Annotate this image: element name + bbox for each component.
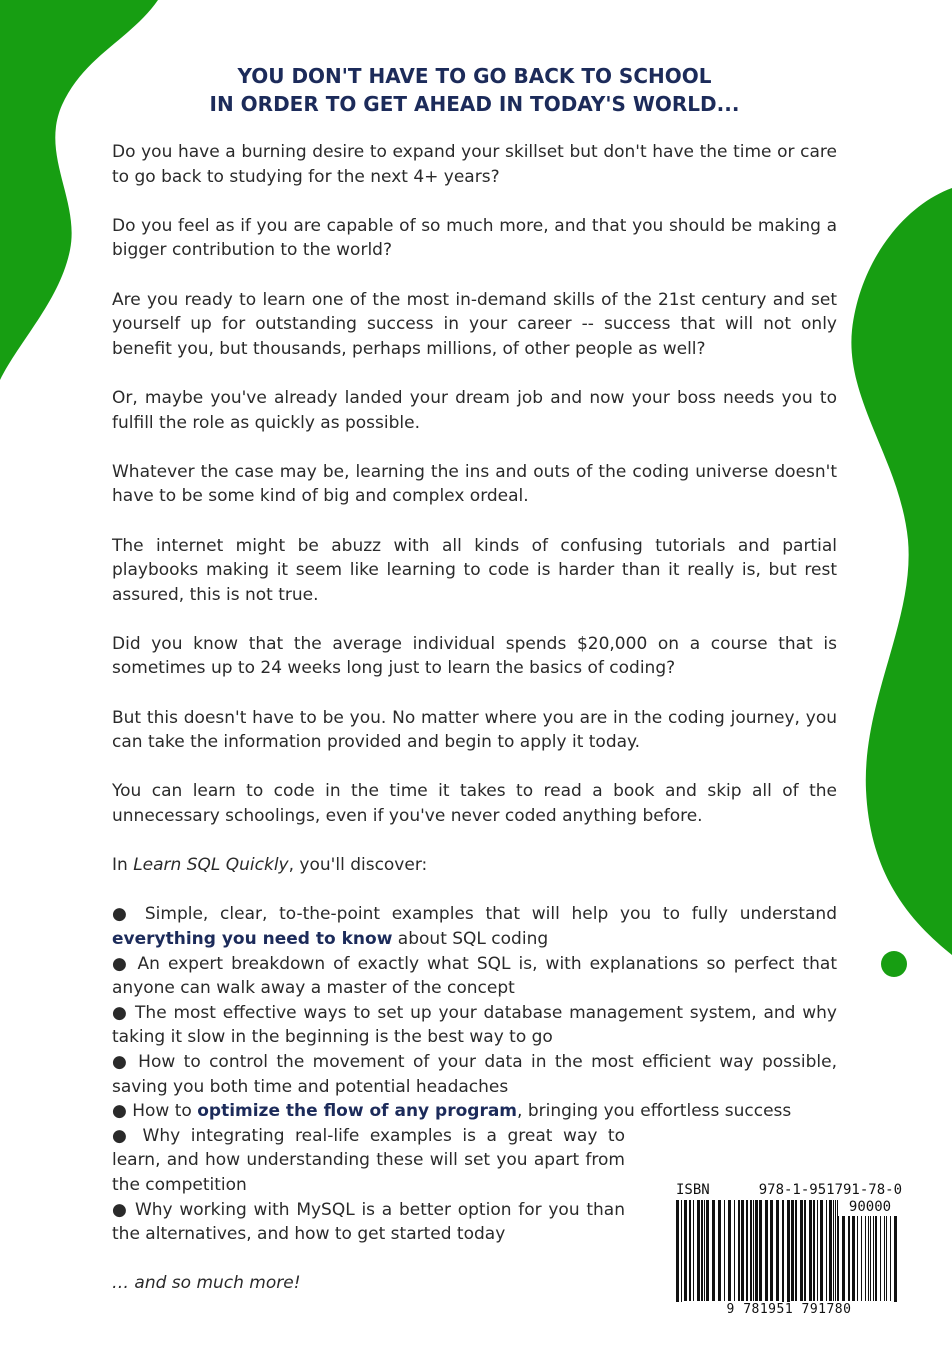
discover-suffix: , you'll discover:: [288, 855, 428, 876]
barcode-bar: [804, 1200, 806, 1301]
bullet-emphasis: everything you need to know: [112, 929, 393, 949]
closing-line: … and so much more!: [112, 1273, 301, 1294]
barcode-bar: [776, 1200, 779, 1301]
barcode-bar: [712, 1200, 715, 1301]
discover-intro: [112, 853, 837, 878]
barcode-bar: [724, 1200, 725, 1301]
barcode-bar: [689, 1200, 691, 1301]
barcode-bar: [738, 1200, 740, 1301]
bullet-item: ● How to optimize the flow of any program, bringing you effortless success: [112, 1101, 792, 1122]
bullet-marker: ●: [112, 1125, 132, 1146]
bullet-marker: ●: [112, 1002, 129, 1023]
paragraph: Do you have a burning desire to expand your skillset but don't have the time or care to go back to studying for the next 4+ years?: [112, 142, 837, 187]
back-cover-content: [112, 62, 837, 1296]
paragraph: Did you know that the average individual spends $20,000 on a course that is sometimes up to 24 weeks long just to learn the basics of coding?: [112, 633, 837, 679]
bullet-item: ● Why working with MySQL is a better option for you than the alternatives, and how to get started today: [112, 1199, 625, 1245]
headline: [112, 62, 837, 118]
barcode-bar: [701, 1200, 703, 1301]
barcode-bar: [765, 1200, 768, 1301]
bullet-marker: ●: [112, 1051, 130, 1072]
barcode-bar: [770, 1200, 773, 1301]
bullet-item: ● The most effective ways to set up your database management system, and why taking it slow in the beginning is the best way to go: [112, 1002, 837, 1048]
barcode-bar: [759, 1200, 762, 1301]
barcode-bar: [809, 1200, 812, 1301]
barcode-bar: [820, 1200, 823, 1301]
bullet-marker: ●: [112, 953, 130, 974]
barcode-bar: [833, 1200, 834, 1301]
barcode-bar: [835, 1200, 836, 1301]
barcode-bar: [697, 1200, 700, 1301]
discover-prefix: In: [112, 855, 134, 876]
barcode-bar: [681, 1200, 682, 1306]
bullet-item: ● An expert breakdown of exactly what SQL is, with explanations so perfect that anyone can walk away a master of the concept: [112, 953, 837, 999]
paragraph: Are you ready to learn one of the most in-demand skills of the 21st century and set yourself up for outstanding success in your career -- success that will not only benefit you, but thousands, perhaps millions, of other people as well?: [112, 289, 837, 359]
barcode-bar: [791, 1200, 794, 1301]
barcode-bar: [704, 1200, 705, 1301]
bullet-item: ● How to control the movement of your data in the most efficient way possible, saving you both time and potential headaches: [112, 1051, 837, 1097]
paragraph: The internet might be abuzz with all kinds of confusing tutorials and partial playbooks making it seem like learning to code is harder than it really is, but rest assured, this is not true.: [112, 535, 837, 605]
barcode-bar: [706, 1200, 709, 1301]
barcode-bar: [728, 1200, 731, 1301]
headline-line-1: YOU DON'T HAVE TO GO BACK TO SCHOOL: [237, 64, 712, 88]
barcode-bar: [800, 1200, 803, 1301]
bullet-item: ● Why integrating real-life examples is a great way to learn, and how understanding these will set you apart from the competition: [112, 1125, 625, 1195]
barcode-bar: [684, 1200, 687, 1301]
barcode-bar: [829, 1200, 832, 1301]
barcode-bar: [676, 1200, 679, 1306]
barcode-bar: [826, 1200, 827, 1301]
barcode-bar: [817, 1200, 818, 1301]
paragraph: Do you feel as if you are capable of so much more, and that you should be making a bigger contribution to the world?: [112, 215, 837, 261]
ean-digits: 9 781951 791780: [676, 1302, 902, 1318]
bullet-emphasis: optimize the flow of any program: [197, 1101, 518, 1122]
barcode-bar: [718, 1200, 721, 1301]
barcode-bar: [734, 1200, 735, 1301]
bullet-marker: ●: [112, 1101, 127, 1122]
isbn-label: ISBN 978-1-951791-78-0: [676, 1182, 902, 1198]
bullet-marker: ●: [112, 904, 134, 925]
barcode-bar: [753, 1200, 754, 1301]
paragraph: Whatever the case may be, learning the ins and outs of the coding universe doesn't have to be some kind of big and complex ordeal.: [112, 461, 837, 507]
paragraph: But this doesn't have to be you. No matter where you are in the coding journey, you can take the information provided and begin to apply it today.: [112, 707, 837, 753]
paragraph: You can learn to code in the time it takes to read a book and skip all of the unnecessary schoolings, even if you've never coded anything before.: [112, 781, 837, 827]
barcode-bar: [787, 1200, 790, 1306]
right-green-wave: [851, 188, 952, 955]
paragraph: Or, maybe you've already landed your dream job and now your boss needs you to fulfill the role as quickly as possible.: [112, 387, 837, 433]
barcode-bar: [741, 1200, 744, 1301]
barcode-bar: [693, 1200, 694, 1301]
bullet-marker: ●: [112, 1199, 129, 1220]
green-dot: [881, 951, 907, 977]
barcode-bar: [750, 1200, 752, 1301]
bullet-item: ● Simple, clear, to-the-point examples that will help you to fully understand everything you need to know about SQL coding: [112, 904, 837, 949]
barcode-bar: [795, 1200, 797, 1301]
barcode-bar: [782, 1200, 784, 1306]
barcode-bar: [746, 1200, 748, 1301]
barcode-bar: [813, 1200, 815, 1301]
book-title: Learn SQL Quickly: [133, 855, 289, 876]
price-code: 90000: [838, 1199, 902, 1216]
headline-line-2: IN ORDER TO GET AHEAD IN TODAY'S WORLD...: [209, 92, 740, 116]
barcode-bar: [755, 1200, 758, 1301]
